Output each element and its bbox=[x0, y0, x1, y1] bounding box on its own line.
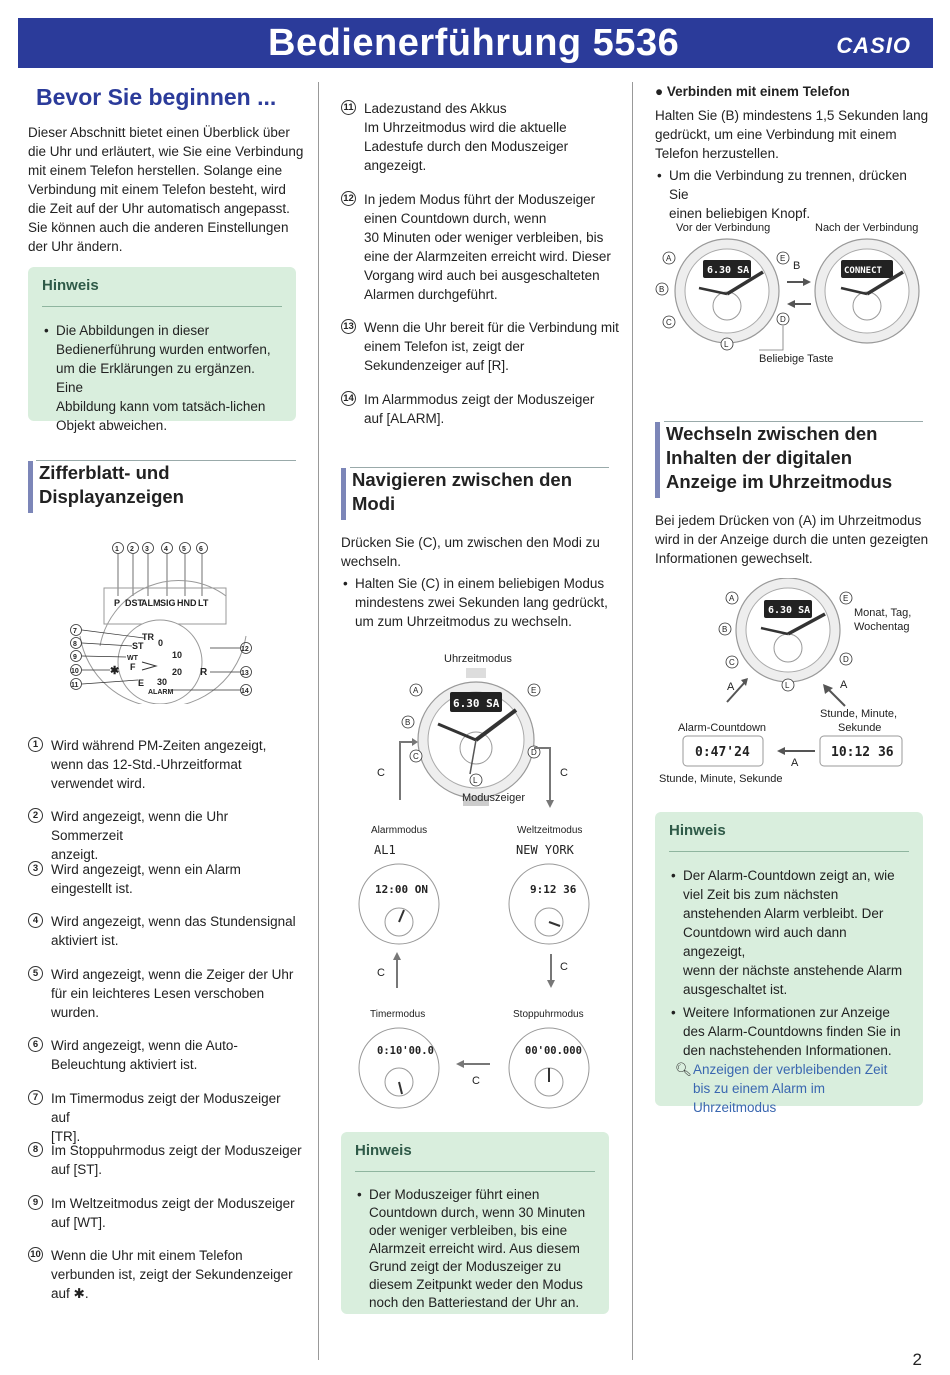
text-line: Wird während PM-Zeiten angezeigt, bbox=[51, 738, 267, 753]
text-line: Im Alarmmodus zeigt der Moduszeiger bbox=[364, 392, 595, 407]
text-line: Wird angezeigt, wenn das Stundensignal bbox=[51, 914, 296, 929]
magnifier-icon: 🔍︎ bbox=[675, 1062, 693, 1077]
page-title: Bedienerführung 5536 bbox=[268, 22, 680, 64]
label-wt: WT bbox=[127, 655, 138, 662]
text-line: auf [ALARM]. bbox=[364, 411, 445, 426]
text-line: Ladestufe durch den Moduszeiger bbox=[364, 139, 569, 154]
item-number: 3 bbox=[28, 861, 43, 876]
a-label: A bbox=[727, 681, 735, 693]
text-line: Bedienerführung wurden entworfen, bbox=[56, 342, 271, 357]
svg-text:2: 2 bbox=[130, 546, 134, 553]
after-display: CONNECT bbox=[844, 266, 882, 276]
item-number: 5 bbox=[28, 966, 43, 981]
text-line: um die Erklärungen zu ergänzen. Eine bbox=[56, 361, 255, 395]
text-line: Wird angezeigt, wenn die Zeiger der Uhr bbox=[51, 967, 294, 982]
label-p: P bbox=[114, 598, 121, 608]
svg-text:5: 5 bbox=[182, 546, 186, 553]
svg-text:8: 8 bbox=[73, 641, 77, 648]
text-line: oder weniger verbleiben, bis eine bbox=[369, 1223, 568, 1238]
text-line: • Der Alarm-Countdown zeigt an, wie bbox=[683, 868, 895, 883]
text-line: Grund zeigt der Moduszeiger zu bbox=[369, 1259, 562, 1274]
text-line: Navigieren zwischen den bbox=[352, 469, 573, 490]
button-e-icon: E bbox=[531, 686, 537, 695]
svg-text:7: 7 bbox=[73, 628, 77, 635]
a-label: A bbox=[791, 757, 799, 769]
stopwatch-display: 00'00.000 bbox=[525, 1045, 582, 1057]
svg-text:C: C bbox=[729, 658, 735, 667]
bullet-item bbox=[655, 166, 930, 223]
alarm-top-display: AL1 bbox=[374, 843, 396, 857]
list-item bbox=[28, 912, 303, 950]
section-heading-navigate bbox=[341, 468, 572, 520]
text-line: • Der Moduszeiger führt einen bbox=[369, 1187, 540, 1202]
text-line: noch den Batteriestand der Uhr an. bbox=[369, 1295, 580, 1310]
text-line: Countdown durch, wenn 30 Minuten bbox=[369, 1205, 586, 1220]
a-label: A bbox=[840, 679, 848, 691]
label-tr: TR bbox=[142, 632, 154, 642]
list-item bbox=[28, 965, 303, 1022]
month-day-label: Monat, Tag, bbox=[854, 607, 912, 619]
text-line: wird in der Anzeige durch die unten gezeigten bbox=[655, 532, 929, 547]
item-number: 11 bbox=[341, 100, 356, 115]
text-line: auf ✱. bbox=[51, 1286, 89, 1301]
text-line: Wechseln zwischen den bbox=[666, 423, 878, 444]
weekday-label: Wochentag bbox=[854, 621, 910, 633]
svg-text:L: L bbox=[724, 340, 729, 349]
navigate-paragraph bbox=[341, 533, 616, 631]
text-line: anstehenden Alarm verbleibt. Der bbox=[683, 906, 884, 921]
any-button-label: Beliebige Taste bbox=[759, 353, 834, 365]
svg-text:E: E bbox=[780, 254, 786, 263]
label-dst: DST bbox=[125, 598, 143, 608]
text-line: aktiviert ist. bbox=[51, 933, 119, 948]
list-item bbox=[28, 1089, 303, 1146]
text-line: wenn der nächste anstehende Alarm bbox=[683, 963, 903, 978]
svg-text:6: 6 bbox=[199, 546, 203, 553]
svg-text:A: A bbox=[666, 254, 672, 263]
text-line: anzeigt. bbox=[51, 847, 99, 862]
text-line: wurden. bbox=[51, 1005, 100, 1020]
stoppuhrmodus-label: Stoppuhrmodus bbox=[513, 1009, 584, 1020]
text-line: auf [ST]. bbox=[51, 1162, 103, 1177]
text-line: einen Countdown durch, wenn bbox=[364, 211, 547, 226]
moduszeiger-label: Moduszeiger bbox=[462, 792, 525, 804]
svg-text:C: C bbox=[666, 318, 672, 327]
text-line: auf [WT]. bbox=[51, 1215, 106, 1230]
text-line: die Zeit auf der Uhr automatisch angepasst. bbox=[28, 201, 290, 216]
list-item bbox=[341, 318, 621, 375]
text-line: Displayanzeigen bbox=[39, 486, 184, 507]
svg-text:D: D bbox=[780, 315, 786, 324]
list-item bbox=[28, 1246, 303, 1303]
countdown-display: 0:47'24 bbox=[695, 745, 750, 760]
weltzeitmodus-label: Weltzeitmodus bbox=[517, 825, 583, 836]
text-line: Telefon herzustellen. bbox=[655, 146, 779, 161]
note-divider bbox=[669, 851, 909, 852]
text-line: Countdown wird auch dann angezeigt, bbox=[683, 925, 847, 959]
b-label: B bbox=[793, 260, 801, 272]
label-alarm: ALARM bbox=[148, 689, 174, 696]
text-line: Modi bbox=[352, 493, 396, 514]
display-cycle-diagram bbox=[655, 578, 930, 790]
text-line: Abbildung kann vom tatsäch-lichen bbox=[56, 399, 266, 414]
text-line: Wird angezeigt, wenn die Uhr Sommerzeit bbox=[51, 809, 229, 843]
text-line: Zifferblatt- und bbox=[39, 462, 170, 483]
text-line: In jedem Modus führt der Moduszeiger bbox=[364, 192, 596, 207]
svg-text:3: 3 bbox=[145, 546, 149, 553]
svg-text:B: B bbox=[722, 625, 728, 634]
note-title: Hinweis bbox=[355, 1142, 412, 1159]
timermodus-label: Timermodus bbox=[370, 1009, 426, 1020]
column-divider bbox=[632, 82, 633, 1360]
text-line: einem Telefon ist, zeigt der bbox=[364, 339, 525, 354]
note-box bbox=[341, 1132, 609, 1314]
text-line: wenn das 12-Std.-Uhrzeitformat bbox=[51, 757, 242, 772]
item-number: 6 bbox=[28, 1037, 43, 1052]
label-e: E bbox=[138, 678, 145, 688]
label-hnd: HND bbox=[177, 598, 197, 608]
note-title: Hinweis bbox=[669, 822, 726, 839]
heading-before-you-begin: Bevor Sie beginnen ... bbox=[36, 84, 277, 110]
svg-text:L: L bbox=[785, 681, 790, 690]
button-c-icon: C bbox=[413, 752, 419, 761]
before-connection-label: Vor der Verbindung bbox=[676, 222, 771, 234]
uhrzeitmodus-label: Uhrzeitmodus bbox=[444, 653, 512, 665]
svg-text:11: 11 bbox=[71, 682, 79, 689]
svg-text:14: 14 bbox=[241, 688, 249, 695]
text-line: Objekt abweichen. bbox=[56, 418, 168, 433]
label-0: 0 bbox=[158, 638, 164, 648]
c-label: C bbox=[377, 767, 385, 779]
button-l-icon: L bbox=[473, 776, 478, 785]
item-number: 7 bbox=[28, 1090, 43, 1105]
text-line: Anzeige im Uhrzeitmodus bbox=[666, 471, 893, 492]
column-divider bbox=[318, 82, 319, 1360]
svg-text:9: 9 bbox=[73, 654, 77, 661]
text-line: um zum Uhrzeitmodus zu wechseln. bbox=[355, 614, 572, 629]
text-line: Halten Sie (B) mindestens 1,5 Sekunden lang bbox=[655, 108, 929, 123]
note-divider bbox=[355, 1171, 595, 1172]
before-display: 6.30 SA bbox=[707, 265, 750, 276]
label-alm: ALM bbox=[141, 598, 161, 608]
label-f: F bbox=[130, 662, 136, 672]
connect-paragraph bbox=[655, 106, 930, 223]
casio-logo: CASIO bbox=[836, 33, 911, 58]
second-label: Sekunde bbox=[838, 722, 882, 734]
text-line: verbunden ist, zeigt der Sekundenzeiger bbox=[51, 1267, 293, 1282]
list-item bbox=[341, 99, 621, 175]
text-line: mindestens zwei Sekunden lang gedrückt, bbox=[355, 595, 608, 610]
item-number: 2 bbox=[28, 808, 43, 823]
section-heading-dial bbox=[28, 461, 184, 513]
svg-text:A: A bbox=[729, 594, 735, 603]
text-line: Bei jedem Drücken von (A) im Uhrzeitmodus bbox=[655, 513, 922, 528]
list-item bbox=[28, 860, 303, 898]
list-item bbox=[28, 1141, 303, 1179]
text-line: Wenn die Uhr bereit für die Verbindung mit bbox=[364, 320, 619, 335]
label-st: ST bbox=[132, 641, 144, 651]
mode-navigation-diagram bbox=[350, 648, 615, 1114]
text-line: Ladezustand des Akkus bbox=[364, 101, 507, 116]
text-line: Dieser Abschnitt bietet einen Überblick über bbox=[28, 125, 290, 140]
svg-text:10: 10 bbox=[71, 668, 79, 675]
c-label: C bbox=[377, 967, 385, 979]
text-line: Im Stoppuhrmodus zeigt der Moduszeiger bbox=[51, 1143, 302, 1158]
text-line: Wird angezeigt, wenn die Auto- bbox=[51, 1038, 238, 1053]
item-number: 10 bbox=[28, 1247, 43, 1262]
subheading-text: Verbinden mit einem Telefon bbox=[666, 84, 850, 99]
text-line: Drücken Sie (C), um zwischen den Modi zu bbox=[341, 535, 600, 550]
text-line: die Uhr und erläutert, wie Sie eine Verbindung bbox=[28, 144, 304, 159]
link-text[interactable]: Uhrzeitmodus bbox=[693, 1100, 777, 1115]
label-20: 20 bbox=[172, 667, 183, 677]
button-a-icon: A bbox=[413, 686, 419, 695]
alarm-remaining-time-link[interactable] bbox=[669, 1060, 909, 1117]
item-number: 8 bbox=[28, 1142, 43, 1157]
text-line: der Uhr ändern. bbox=[28, 239, 123, 254]
alarm-display: 12:00 ON bbox=[375, 883, 428, 896]
svg-text:12: 12 bbox=[241, 646, 249, 653]
note-bullet bbox=[42, 321, 282, 435]
alarmmodus-label: Alarmmodus bbox=[371, 825, 428, 836]
svg-text:B: B bbox=[659, 285, 665, 294]
svg-text:1: 1 bbox=[115, 546, 119, 553]
text-line: des Alarm-Countdowns finden Sie in bbox=[683, 1024, 901, 1039]
text-line: Wenn die Uhr mit einem Telefon bbox=[51, 1248, 243, 1263]
button-d-icon: D bbox=[531, 748, 537, 757]
text-line: Inhalten der digitalen bbox=[666, 447, 853, 468]
svg-text:E: E bbox=[843, 594, 849, 603]
text-line: für ein leichteres Lesen verschoben bbox=[51, 986, 265, 1001]
link-text[interactable]: bis zu einem Alarm im bbox=[693, 1081, 826, 1096]
text-line: • Um die Verbindung zu trennen, drücken Sie bbox=[669, 168, 907, 202]
text-line: verwendet wird. bbox=[51, 776, 146, 791]
text-line: 30 Minuten oder weniger verbleiben, bis bbox=[364, 230, 604, 245]
item-number: 13 bbox=[341, 319, 356, 334]
label-30: 30 bbox=[157, 677, 168, 687]
button-b-icon: B bbox=[405, 718, 411, 727]
text-line: • Weitere Informationen zur Anzeige bbox=[683, 1005, 890, 1020]
text-line: Beleuchtung aktiviert ist. bbox=[51, 1057, 198, 1072]
c-label: C bbox=[560, 767, 568, 779]
c-label: C bbox=[472, 1075, 480, 1087]
text-line: Informationen gewechselt. bbox=[655, 551, 813, 566]
text-line: Vorgang wird auch bei ausgeschalteten bbox=[364, 268, 600, 283]
text-line: Im Uhrzeitmodus wird die aktuelle bbox=[364, 120, 567, 135]
text-line: einen beliebigen Knopf. bbox=[669, 206, 811, 221]
note-bullet bbox=[669, 1003, 909, 1060]
text-line: Alarmen durchgeführt. bbox=[364, 287, 498, 302]
label-sig: SIG bbox=[160, 598, 176, 608]
list-item bbox=[28, 736, 303, 793]
list-item bbox=[28, 1036, 303, 1074]
subheading-connect bbox=[655, 84, 850, 99]
list-item bbox=[341, 390, 621, 428]
text-line: Sekundenzeiger auf [R]. bbox=[364, 358, 509, 373]
page-number: 2 bbox=[912, 1350, 922, 1369]
note-box bbox=[655, 812, 923, 1115]
item-number: 4 bbox=[28, 913, 43, 928]
text-line: Alarmzeit erreicht wird. Aus diesem bbox=[369, 1241, 580, 1256]
text-line: den nachstehenden Informationen. bbox=[683, 1043, 892, 1058]
dial-diagram bbox=[60, 536, 270, 704]
text-line: eine der Alarmzeiten erreicht wird. Dieser bbox=[364, 249, 611, 264]
list-item bbox=[341, 190, 621, 304]
c-label: C bbox=[560, 961, 568, 973]
text-line: gedrückt, um eine Verbindung mit einem bbox=[655, 127, 897, 142]
item-number: 9 bbox=[28, 1195, 43, 1210]
main-display: 6.30 SA bbox=[453, 697, 500, 710]
section-heading-display-contents bbox=[655, 422, 892, 498]
after-connection-label: Nach der Verbindung bbox=[815, 222, 919, 234]
label-10: 10 bbox=[172, 650, 183, 660]
timer-display: 0:10'00.0 bbox=[377, 1045, 434, 1057]
note-box bbox=[28, 267, 296, 433]
label-lt: LT bbox=[198, 598, 209, 608]
connection-diagram bbox=[655, 216, 930, 372]
item-number: 12 bbox=[341, 191, 356, 206]
bluetooth-icon: ✱ bbox=[110, 665, 120, 677]
text-line: Im Weltzeitmodus zeigt der Moduszeiger bbox=[51, 1196, 295, 1211]
item-number: 1 bbox=[28, 737, 43, 752]
hour-minute-second-label: Stunde, Minute, Sekunde bbox=[659, 773, 783, 785]
text-line: angezeigt. bbox=[364, 158, 427, 173]
text-line: eingestellt ist. bbox=[51, 881, 133, 896]
note-title: Hinweis bbox=[42, 277, 99, 294]
text-line: ausgeschaltet ist. bbox=[683, 982, 788, 997]
hour-minute-label: Stunde, Minute, bbox=[820, 708, 898, 720]
world-top-display: NEW YORK bbox=[516, 843, 574, 857]
text-line: wechseln. bbox=[341, 554, 402, 569]
text-line: diesem Zeitpunkt weder den Modus bbox=[369, 1277, 583, 1292]
cycle-main-display: 6.30 SA bbox=[768, 605, 811, 616]
label-r: R bbox=[200, 667, 208, 678]
alarm-countdown-label: Alarm-Countdown bbox=[678, 722, 767, 734]
svg-text:D: D bbox=[843, 655, 849, 664]
text-line: Im Timermodus zeigt der Moduszeiger auf bbox=[51, 1091, 281, 1125]
world-display: 9:12 36 bbox=[530, 883, 577, 896]
bullet-item bbox=[341, 574, 616, 631]
list-item bbox=[28, 807, 303, 864]
note-bullet bbox=[669, 866, 909, 999]
time-display: 10:12 36 bbox=[831, 745, 894, 760]
text-line: viel Zeit bis zum nächsten bbox=[683, 887, 839, 902]
text-line: • Halten Sie (C) in einem beliebigen Modus bbox=[355, 576, 605, 591]
text-line: mit einem Telefon herstellen. Solange eine bbox=[28, 163, 283, 178]
note-divider bbox=[42, 306, 282, 307]
list-item bbox=[28, 1194, 303, 1232]
text-line: Sie können auch die anderen Einstellungen bbox=[28, 220, 289, 235]
note-bullet bbox=[355, 1186, 595, 1312]
text-line: Verbindung mit einem Telefon besteht, wird bbox=[28, 182, 286, 197]
bullet-dot-icon: ● bbox=[655, 84, 667, 99]
intro-paragraph bbox=[28, 123, 308, 256]
svg-text:4: 4 bbox=[164, 546, 168, 553]
text-line: • Die Abbildungen in dieser bbox=[56, 323, 210, 338]
text-line: Wird angezeigt, wenn ein Alarm bbox=[51, 862, 241, 877]
svg-text:13: 13 bbox=[241, 670, 249, 677]
text-line: [TR]. bbox=[51, 1129, 81, 1144]
header-bar bbox=[18, 18, 933, 68]
display-contents-paragraph bbox=[655, 511, 930, 568]
link-text[interactable]: Anzeigen der verbleibenden Zeit bbox=[693, 1062, 888, 1077]
item-number: 14 bbox=[341, 391, 356, 406]
